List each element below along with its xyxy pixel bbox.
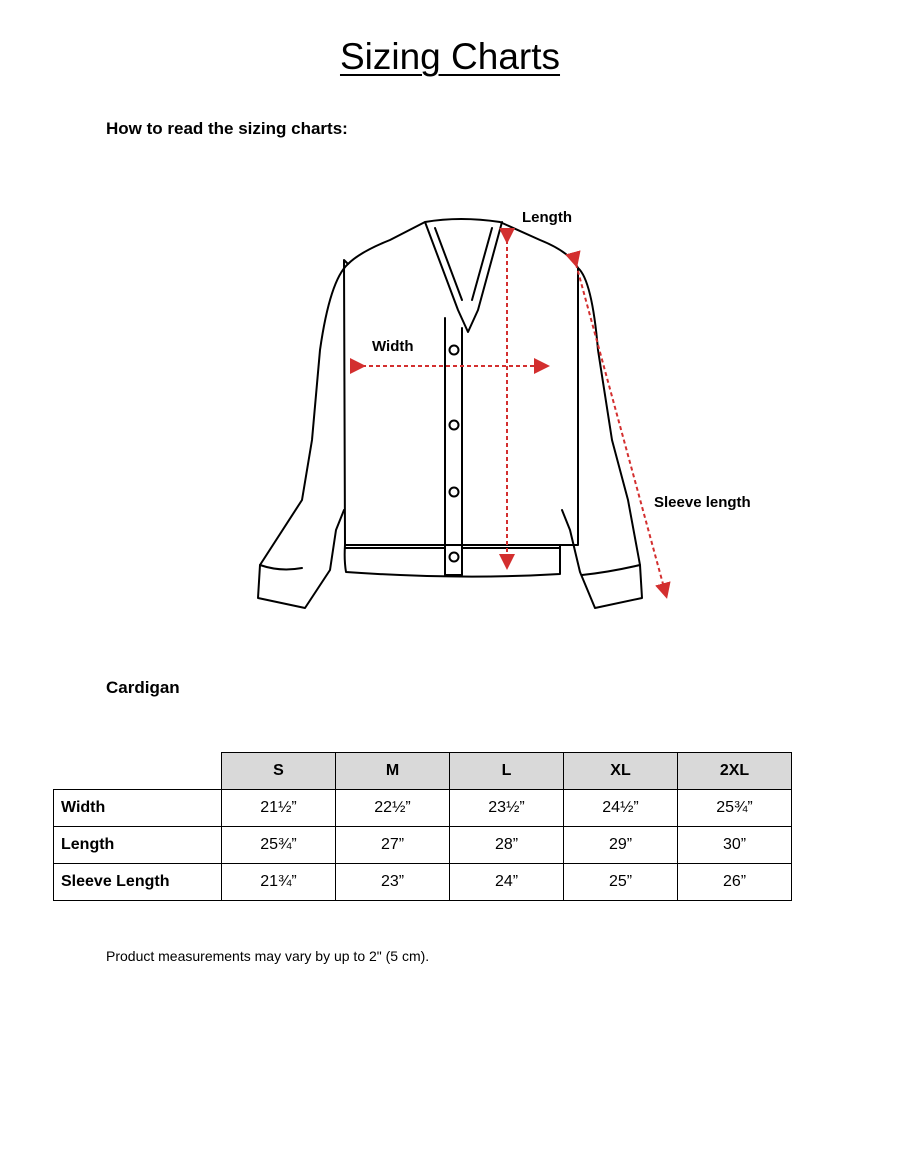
table-cell: 26”: [678, 864, 792, 901]
column-header-l: L: [450, 753, 564, 790]
column-header-s: S: [222, 753, 336, 790]
table-cell: 25¾”: [222, 827, 336, 864]
left-sleeve-outline: [258, 264, 348, 608]
table-cell: 22½”: [336, 790, 450, 827]
table-cell: 25”: [564, 864, 678, 901]
page-title: Sizing Charts: [339, 36, 561, 77]
table-cell: 29”: [564, 827, 678, 864]
button-icon: [450, 421, 459, 430]
table-cell: 25¾”: [678, 790, 792, 827]
table-cell: 28”: [450, 827, 564, 864]
cardigan-illustration: [240, 200, 780, 620]
row-label-length: Length: [54, 827, 222, 864]
table-cell: 24½”: [564, 790, 678, 827]
sleeve-length-label: Sleeve length: [654, 494, 751, 511]
cardigan-size-table: [53, 752, 792, 901]
column-header-2xl: 2XL: [678, 753, 792, 790]
table-row-length: [54, 827, 792, 864]
length-label: Length: [522, 209, 572, 226]
table-cell: 23”: [336, 864, 450, 901]
button-icon: [450, 346, 459, 355]
column-header-m: M: [336, 753, 450, 790]
row-label-width: Width: [54, 790, 222, 827]
table-cell: 21¾”: [222, 864, 336, 901]
row-label-sleeve-length: Sleeve Length: [54, 864, 222, 901]
table-corner: [54, 753, 222, 790]
table-cell: 27”: [336, 827, 450, 864]
table-cell: 30”: [678, 827, 792, 864]
cardigan-diagram: [240, 200, 780, 620]
table-row-sleeve-length: [54, 864, 792, 901]
width-label: Width: [372, 338, 414, 355]
sleeve-length-arrow: [576, 264, 666, 595]
button-icon: [450, 488, 459, 497]
how-to-read-heading: How to read the sizing charts:: [106, 119, 348, 138]
table-header-row: [54, 753, 792, 790]
table-cell: 21½”: [222, 790, 336, 827]
cardigan-section-title: Cardigan: [106, 678, 180, 697]
column-header-xl: XL: [564, 753, 678, 790]
collar-outline: [425, 222, 502, 332]
table-cell: 24”: [450, 864, 564, 901]
table-row-width: [54, 790, 792, 827]
table-cell: 23½”: [450, 790, 564, 827]
button-icon: [450, 553, 459, 562]
button-placket: [445, 318, 462, 575]
measurement-note: Product measurements may vary by up to 2" (5 cm).: [106, 948, 430, 964]
right-sleeve-outline: [562, 268, 642, 608]
